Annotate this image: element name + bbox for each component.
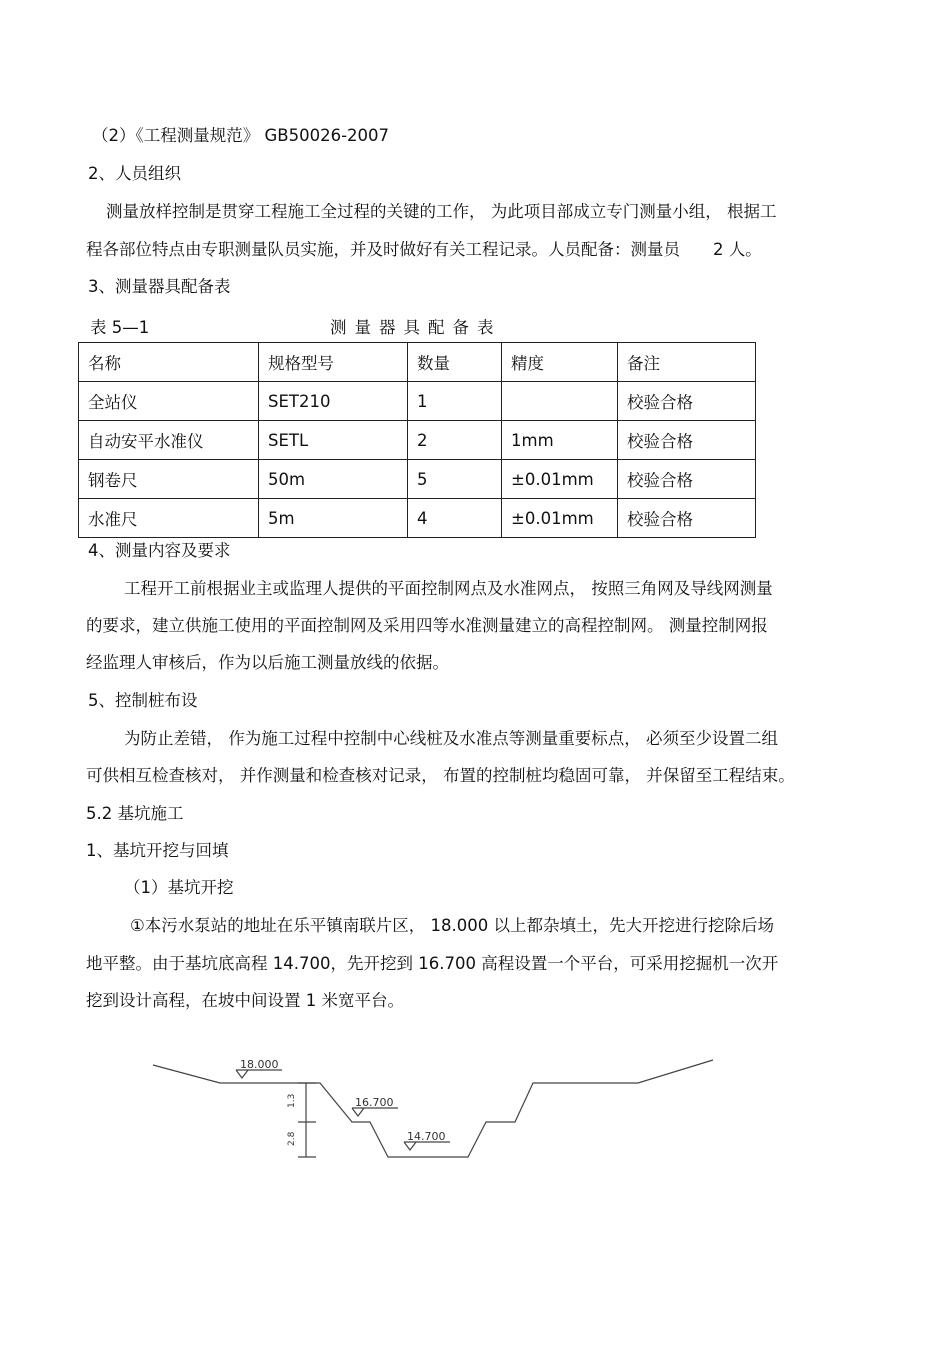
paragraph-survey-1: 工程开工前根据业主或监理人提供的平面控制网点及水准网点， 按照三角网及导线网测量: [124, 579, 773, 598]
table-cell: SETL: [259, 421, 408, 460]
table-number: 表 5—1: [90, 318, 150, 337]
table-header-row: [79, 343, 756, 382]
table-title: 测量器具配备表: [330, 318, 502, 337]
table-row: [79, 421, 756, 460]
table-cell: 校验合格: [618, 382, 756, 421]
paragraph-stakes-2: 可供相互检查核对， 并作测量和检查核对记录， 布置的控制桩均稳固可靠， 并保留至工程结束。: [86, 766, 795, 785]
table-cell: 1mm: [502, 421, 618, 460]
section-heading-survey: 4、测量内容及要求: [88, 541, 231, 560]
section-heading-excavation: 1、基坑开挖与回填: [86, 841, 229, 860]
table-cell: 校验合格: [618, 499, 756, 538]
table-cell: ±0.01mm: [502, 499, 618, 538]
table-cell: 自动安平水准仪: [79, 421, 259, 460]
paragraph-excavation-2: 地平整。由于基坑底高程 14.700，先开挖到 16.700 高程设置一个平台，可采用挖掘机一次开: [86, 954, 779, 973]
section-heading-pit: 5.2 基坑施工: [86, 804, 184, 823]
paragraph-personnel-1: 测量放样控制是贯穿工程施工全过程的关键的工作， 为此项目部成立专门测量小组， 根据工: [106, 202, 777, 221]
header-cell: 名称: [79, 343, 259, 382]
elevation-marker-icon: [404, 1142, 416, 1150]
paragraph-excavation-1: ①本污水泵站的地址在乐平镇南联片区， 18.000 以上都杂填土，先大开挖进行挖除后场: [130, 916, 775, 935]
elevation-label-bottom: 14.700: [407, 1130, 446, 1143]
table-cell: 校验合格: [618, 421, 756, 460]
dimension-label-lower: 2.8: [287, 1131, 297, 1146]
header-cell: 数量: [408, 343, 502, 382]
paragraph-survey-3: 经监理人审核后，作为以后施工测量放线的依据。: [86, 653, 449, 672]
elevation-label-mid: 16.700: [355, 1096, 394, 1109]
paragraph-excavation-3: 挖到设计高程，在坡中间设置 1 米宽平台。: [86, 991, 404, 1010]
header-cell: 规格型号: [259, 343, 408, 382]
table-row: [79, 499, 756, 538]
paragraph-personnel-2: 程各部位特点由专职测量队员实施，并及时做好有关工程记录。人员配备：测量员 2 人。: [86, 240, 762, 259]
section-heading-equipment: 3、测量器具配备表: [88, 277, 231, 296]
dimension-label-upper: 1.3: [287, 1093, 297, 1108]
elevation-label-top: 18.000: [240, 1058, 279, 1071]
table-cell: 钢卷尺: [79, 460, 259, 499]
excavation-profile-diagram: [0, 1040, 950, 1180]
table-cell: 50m: [259, 460, 408, 499]
table-cell: 5m: [259, 499, 408, 538]
table-cell: 5: [408, 460, 502, 499]
subsection-heading-excavation: （1）基坑开挖: [124, 878, 234, 897]
table-cell: 2: [408, 421, 502, 460]
paragraph-survey-2: 的要求，建立供施工使用的平面控制网及采用四等水准测量建立的高程控制网。 测量控制网报: [86, 616, 768, 635]
table-cell: SET210: [259, 382, 408, 421]
table-row: [79, 382, 756, 421]
table-cell: [502, 382, 618, 421]
paragraph-stakes-1: 为防止差错， 作为施工过程中控制中心线桩及水准点等测量重要标点， 必须至少设置二组: [124, 729, 778, 748]
elevation-marker-icon: [352, 1108, 364, 1116]
section-heading-personnel: 2、人员组织: [88, 164, 181, 183]
table-cell: 1: [408, 382, 502, 421]
table-cell: 4: [408, 499, 502, 538]
table-cell: 校验合格: [618, 460, 756, 499]
table-cell: ±0.01mm: [502, 460, 618, 499]
table-cell: 水准尺: [79, 499, 259, 538]
equipment-table: [78, 342, 756, 538]
section-heading-stakes: 5、控制桩布设: [88, 691, 198, 710]
table-row: [79, 460, 756, 499]
elevation-marker-icon: [236, 1070, 248, 1078]
table-cell: 全站仪: [79, 382, 259, 421]
header-cell: 精度: [502, 343, 618, 382]
header-cell: 备注: [618, 343, 756, 382]
reference-standard: （2）《工程测量规范》 GB50026-2007: [92, 126, 390, 145]
